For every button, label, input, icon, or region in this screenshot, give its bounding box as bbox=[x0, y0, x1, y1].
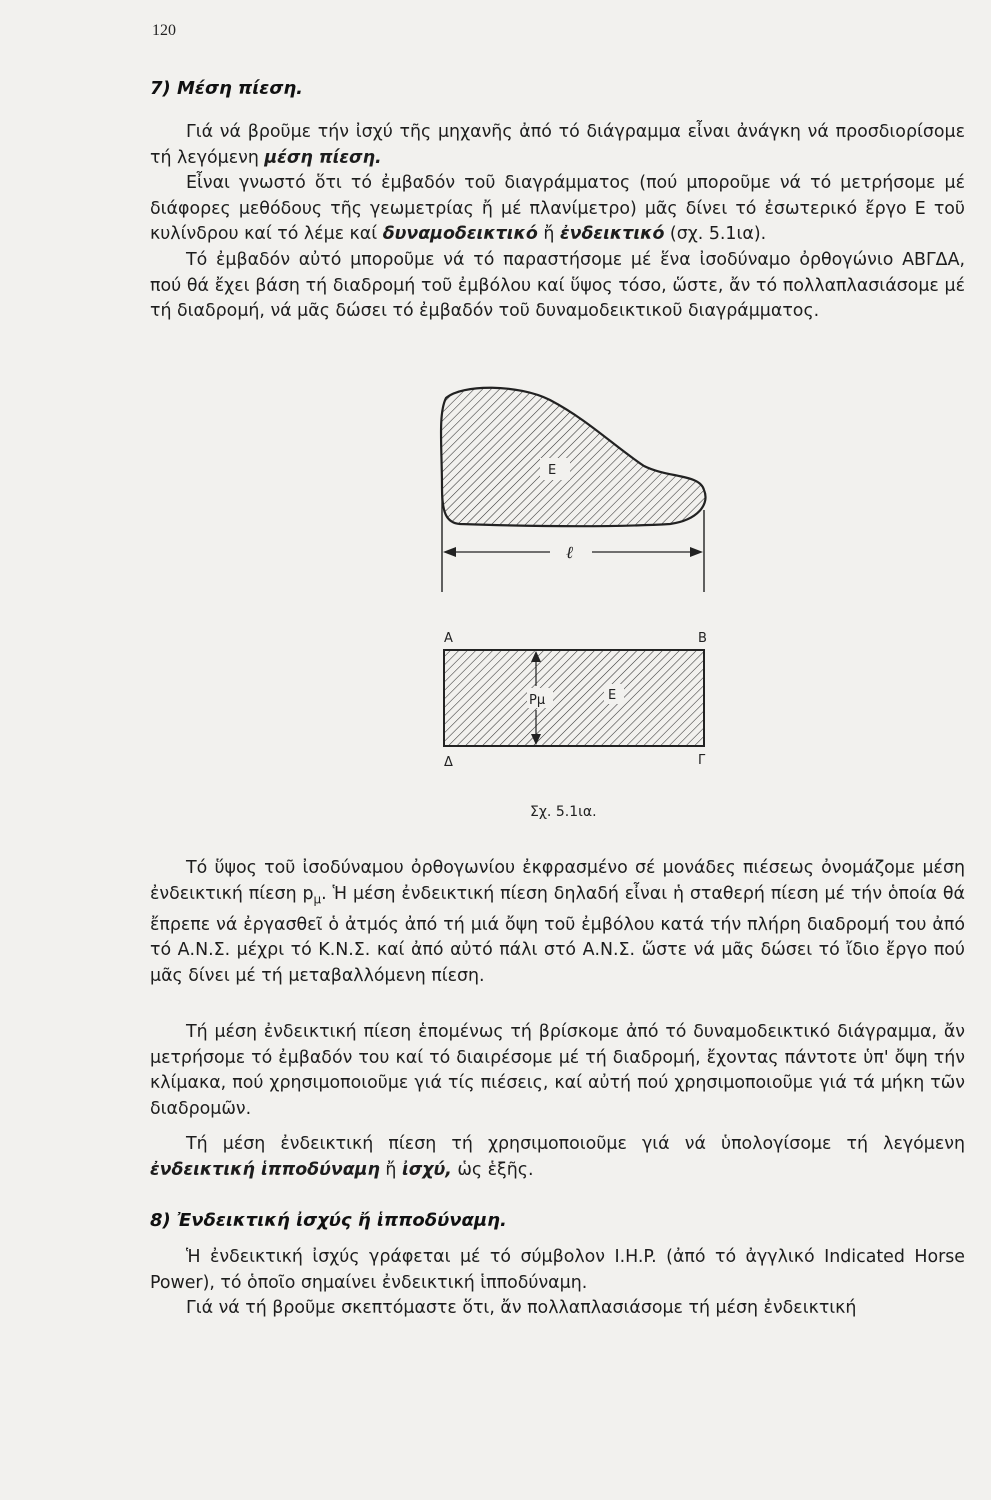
section-8-heading: 8) Ἐνδεικτική ἰσχύς ἤ ἱπποδύναμη. bbox=[150, 1210, 507, 1231]
section-7-paragraph-1: Γιά νά βροῦμε τήν ἰσχύ τῆς μηχανῆς ἀπό τό διάγραμμα εἶναι ἀνάγκη νά προσδιορίσομε τή λεγόμενη μέση πίεση. bbox=[150, 122, 965, 168]
figure-indicator-diagram bbox=[400, 378, 760, 798]
indicator-diagram-shape bbox=[441, 388, 706, 527]
area-label-rect: E bbox=[608, 688, 617, 703]
stroke-arrow-right-icon bbox=[690, 547, 703, 557]
section-7-paragraph-4: Τό ὕψος τοῦ ἰσοδύναμου ὀρθογωνίου ἐκφρασμένο σέ μονάδες πιέσεως ὀνομάζομε μέση ἐνδεικτική πίεση $p_\mu$. Ἡ μέση ἐνδεικτική πίεση δηλαδή εἶναι ἡ σταθερή πίεση μέ τήν ὁποία θά ἔπρεπε νά ἐργασθεῖ ὁ ἀτμός ἀπό τή μιά ὄψη τοῦ ἐμβόλου κατά τήν πλήρη διαδρομή του ἀπό τό Α.Ν.Σ. μέχρι τό Κ.Ν.Σ. καί ἀπό αὐτό πάλι στό Α.Ν.Σ. ὥστε νά μᾶς δώσει τό ἴδιο ἔργο πού μᾶς δίνει μέ τή μεταβαλλόμενη πίεση. bbox=[150, 858, 965, 986]
corner-label-a: A bbox=[444, 631, 453, 646]
section-8-paragraph-2: Γιά νά τή βροῦμε σκεπτόμαστε ὅτι, ἄν πολλαπλασιάσομε τή μέση ἐνδεικτική bbox=[186, 1298, 857, 1318]
page-number: 120 bbox=[152, 22, 176, 39]
section-7-paragraph-2: Εἶναι γνωστό ὅτι τό ἐμβαδόν τοῦ διαγράμματος (πού μποροῦμε νά τό μετρήσομε μέ διάφορες μεθόδους τῆς γεωμετρίας ἤ μέ πλανίμετρο) μᾶς δίνει τό ἐσωτερικό ἔργο Ε τοῦ κυλίνδρου καί τό λέμε καί δυναμοδεικτικό ἤ ἐνδεικτικό (σχ. 5.1ια). bbox=[150, 173, 965, 245]
section-7-paragraph-6: Τή μέση ἐνδεικτική πίεση τή χρησιμοποιοῦμε γιά νά ὑπολογίσομε τή λεγόμενη ἐνδεικτική ἱπποδύναμη ἤ ἰσχύ, ὡς ἑξῆς. bbox=[150, 1134, 965, 1180]
figure-svg bbox=[400, 378, 760, 798]
section-7-paragraph-3: Τό ἐμβαδόν αὐτό μποροῦμε νά τό παραστήσομε μέ ἕνα ἰσοδύναμο ὀρθογώνιο ΑΒΓΔΑ, πού θά ἔχει βάση τή διαδρομή τοῦ ἐμβόλου καί ὕψος τόσο, ὥστε, ἄν τό πολλαπλασιάσομε μέ τή διαδρομή, νά μᾶς δώσει τό ἐμβαδόν τοῦ δυναμοδεικτικοῦ διαγράμματος. bbox=[150, 250, 965, 322]
corner-label-g: Γ bbox=[698, 753, 706, 768]
corner-label-b: B bbox=[698, 631, 707, 646]
equivalent-rectangle bbox=[444, 650, 704, 746]
section-7-heading: 7) Μέση πίεση. bbox=[150, 78, 303, 99]
area-label-top: E bbox=[548, 463, 557, 478]
pm-label: Pμ bbox=[529, 693, 546, 708]
figure-caption: Σχ. 5.1ια. bbox=[530, 804, 597, 820]
stroke-label: ℓ bbox=[566, 543, 574, 563]
stroke-arrow-left-icon bbox=[443, 547, 456, 557]
corner-label-d: Δ bbox=[444, 755, 453, 770]
section-7-paragraph-5: Τή μέση ἐνδεικτική πίεση ἑπομένως τή βρίσκομε ἀπό τό δυναμοδεικτικό διάγραμμα, ἄν μετρήσομε τό ἐμβαδόν του καί τό διαιρέσομε μέ τή διαδρομή, ἔχοντας πάντοτε ὑπ' ὄψη τήν κλίμακα, πού χρησιμοποιοῦμε γιά τίς πιέσεις, καί αὐτή πού χρησιμοποιοῦμε γιά τά μήκη τῶν διαδρομῶν. bbox=[150, 1022, 965, 1119]
section-8-paragraph-1: Ἡ ἐνδεικτική ἰσχύς γράφεται μέ τό σύμβολον I.H.P. (ἀπό τό ἀγγλικό Indicated Horse Power), τό ὁποῖο σημαίνει ἐνδεικτική ἱπποδύναμη. bbox=[150, 1247, 965, 1293]
